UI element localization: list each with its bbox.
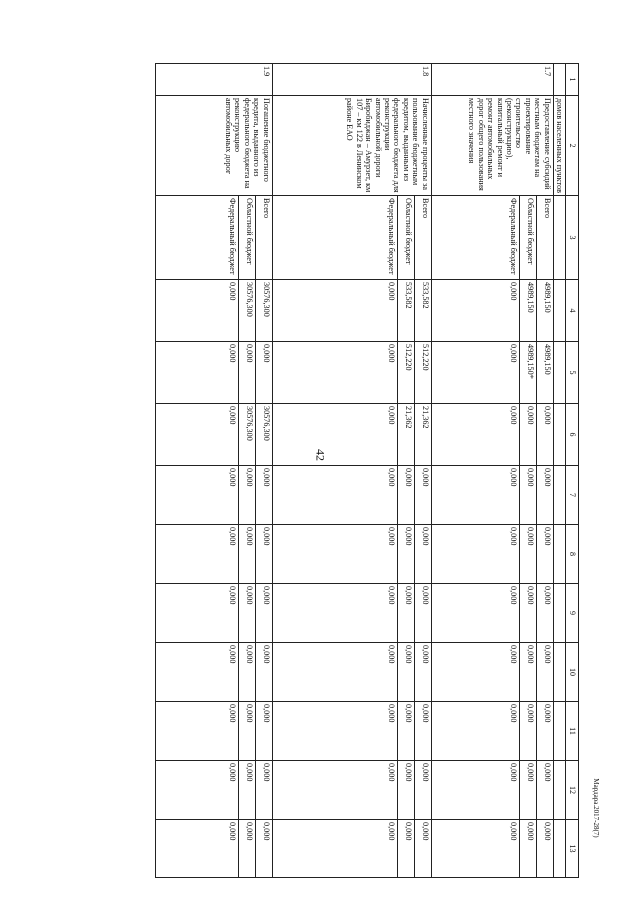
carryover-empty-cell (553, 196, 565, 280)
carryover-empty-cell (553, 584, 565, 643)
funding-source-cell: Областной бюджет (397, 196, 414, 280)
value-cell: 0,000 (155, 820, 238, 878)
value-cell: 0,000 (238, 643, 255, 702)
value-cell: 0,000 (238, 820, 255, 878)
value-cell: 0,000 (519, 525, 536, 584)
value-cell: 533,582 (414, 280, 431, 342)
value-cell: 30576,300 (255, 280, 272, 342)
value-cell: 0,000 (536, 525, 553, 584)
value-cell: 0,000 (272, 466, 397, 525)
value-cell: 0,000 (238, 525, 255, 584)
section-id-cell: 1.9 (155, 64, 272, 96)
table-body (155, 64, 578, 878)
value-cell: 0,000 (155, 342, 238, 404)
funding-source-cell: Всего (255, 196, 272, 280)
table-row (536, 64, 553, 878)
value-cell: 0,000 (397, 702, 414, 761)
value-cell: 0,000 (536, 404, 553, 466)
carryover-empty-cell (553, 280, 565, 342)
value-cell: 0,000 (397, 584, 414, 643)
value-cell: 0,000 (431, 466, 519, 525)
value-cell: 30576,300 (238, 280, 255, 342)
value-cell: 0,000 (519, 466, 536, 525)
value-cell: 0,000 (431, 584, 519, 643)
value-cell: 0,000 (255, 342, 272, 404)
carryover-empty-cell (553, 404, 565, 466)
header-col-number: 8 (566, 525, 579, 584)
value-cell: 0,000 (272, 820, 397, 878)
value-cell: 0,000 (238, 584, 255, 643)
value-cell: 0,000 (272, 342, 397, 404)
value-cell: 30576,300 (238, 404, 255, 466)
carryover-empty-cell (553, 643, 565, 702)
table-row (255, 64, 272, 878)
value-cell: 0,000 (536, 820, 553, 878)
value-cell: 0,000 (431, 404, 519, 466)
section-id-cell: 1.8 (272, 64, 431, 96)
header-col-number: 3 (566, 196, 579, 280)
funding-source-cell: Областной бюджет (238, 196, 255, 280)
value-cell: 30576,300 (255, 404, 272, 466)
value-cell: 0,000 (519, 404, 536, 466)
header-col-number: 1 (566, 64, 579, 96)
budget-table (155, 63, 579, 878)
value-cell: 0,000 (238, 702, 255, 761)
value-cell: 0,000 (519, 584, 536, 643)
value-cell: 0,000 (397, 643, 414, 702)
value-cell: 0,000 (155, 643, 238, 702)
value-cell: 0,000 (536, 584, 553, 643)
funding-source-cell: Федеральный бюджет (272, 196, 397, 280)
value-cell: 0,000 (397, 820, 414, 878)
value-cell: 0,000 (155, 466, 238, 525)
value-cell: 0,000 (431, 525, 519, 584)
header-row (566, 64, 579, 878)
value-cell: 0,000 (155, 702, 238, 761)
value-cell: 0,000 (431, 702, 519, 761)
header-col-number: 6 (566, 404, 579, 466)
value-cell: 0,000 (414, 584, 431, 643)
value-cell: 0,000 (155, 525, 238, 584)
value-cell: 0,000 (519, 820, 536, 878)
funding-source-cell: Федеральный бюджет (431, 196, 519, 280)
carryover-empty-cell (553, 466, 565, 525)
funding-source-cell: Всего (536, 196, 553, 280)
value-cell: 0,000 (238, 466, 255, 525)
value-cell: 0,000 (272, 643, 397, 702)
value-cell: 0,000 (255, 761, 272, 820)
value-cell: 533,582 (397, 280, 414, 342)
header-col-number: 13 (566, 820, 579, 878)
value-cell: 0,000 (255, 466, 272, 525)
value-cell: 0,000 (414, 466, 431, 525)
funding-source-cell: Областной бюджет (519, 196, 536, 280)
rotated-table-container (61, 63, 579, 877)
section-id-cell: 1.7 (431, 64, 553, 96)
header-col-number: 5 (566, 342, 579, 404)
value-cell: 0,000 (238, 761, 255, 820)
value-cell: 0,000 (397, 761, 414, 820)
value-cell: 0,000 (255, 820, 272, 878)
value-cell: 0,000 (519, 761, 536, 820)
header-col-number: 9 (566, 584, 579, 643)
value-cell: 0,000 (255, 525, 272, 584)
funding-source-cell: Всего (414, 196, 431, 280)
value-cell: 0,000 (397, 466, 414, 525)
carryover-empty-cell (553, 820, 565, 878)
value-cell: 0,000 (431, 820, 519, 878)
value-cell: 0,000 (272, 525, 397, 584)
value-cell: 0,000 (536, 761, 553, 820)
value-cell: 0,000 (238, 342, 255, 404)
value-cell: 0,000 (536, 702, 553, 761)
header-col-number: 10 (566, 643, 579, 702)
value-cell: 4989,150* (519, 342, 536, 404)
carryover-empty-cell (553, 702, 565, 761)
value-cell: 0,000 (414, 643, 431, 702)
value-cell: 0,000 (255, 584, 272, 643)
value-cell: 0,000 (155, 761, 238, 820)
section-description-cell: Погашение бюджетного кредита, выданного из федерального бюджета на реконструкцию автомобильных дорог (155, 96, 272, 196)
value-cell: 0,000 (414, 820, 431, 878)
section-description-cell: Начисленные проценты за пользование бюджетным кредитом, выданным из федерального бюджета для реконструкции автомобильной дороги Биробиджан – Амурзет, км 107 – км 122 в Ленинском районе ЕАО (272, 96, 431, 196)
carryover-empty-cell (553, 342, 565, 404)
value-cell: 0,000 (431, 643, 519, 702)
header-col-number: 2 (566, 96, 579, 196)
value-cell: 0,000 (272, 584, 397, 643)
carryover-empty-cell (553, 64, 565, 96)
value-cell: 512,220 (397, 342, 414, 404)
value-cell: 0,000 (414, 702, 431, 761)
value-cell: 0,000 (536, 466, 553, 525)
value-cell: 0,000 (272, 280, 397, 342)
value-cell: 0,000 (414, 761, 431, 820)
value-cell: 0,000 (272, 702, 397, 761)
value-cell: 4989,150 (519, 280, 536, 342)
carryover-empty-cell (553, 761, 565, 820)
value-cell: 0,000 (255, 643, 272, 702)
value-cell: 0,000 (397, 525, 414, 584)
value-cell: 0,000 (431, 761, 519, 820)
value-cell: 21,362 (414, 404, 431, 466)
value-cell: 0,000 (519, 643, 536, 702)
header-col-number: 11 (566, 702, 579, 761)
value-cell: 0,000 (272, 404, 397, 466)
value-cell: 0,000 (155, 584, 238, 643)
carryover-empty-cell (553, 525, 565, 584)
value-cell: 0,000 (155, 280, 238, 342)
table-row (414, 64, 431, 878)
header-col-number: 7 (566, 466, 579, 525)
value-cell: 512,220 (414, 342, 431, 404)
carryover-text-cell: домов населенных пунктов (553, 96, 565, 196)
carryover-row (553, 64, 565, 878)
value-cell: 4989,150 (536, 342, 553, 404)
value-cell: 0,000 (272, 761, 397, 820)
value-cell: 0,000 (414, 525, 431, 584)
footer-code: Мардара.2017-28(7) (592, 778, 600, 838)
funding-source-cell: Федеральный бюджет (155, 196, 238, 280)
value-cell: 0,000 (536, 643, 553, 702)
section-description-cell: Предоставление субсидий местным бюджетам на проектирование строительство (реконструкцию), капитальный ремонт и ремонт автомобильных дорог общего пользования местного значения (431, 96, 553, 196)
value-cell: 0,000 (255, 702, 272, 761)
header-col-number: 4 (566, 280, 579, 342)
value-cell: 0,000 (519, 702, 536, 761)
page-number: 42 (313, 449, 328, 461)
value-cell: 0,000 (431, 280, 519, 342)
header-col-number: 12 (566, 761, 579, 820)
value-cell: 0,000 (431, 342, 519, 404)
value-cell: 4989,150 (536, 280, 553, 342)
value-cell: 0,000 (155, 404, 238, 466)
value-cell: 21,362 (397, 404, 414, 466)
